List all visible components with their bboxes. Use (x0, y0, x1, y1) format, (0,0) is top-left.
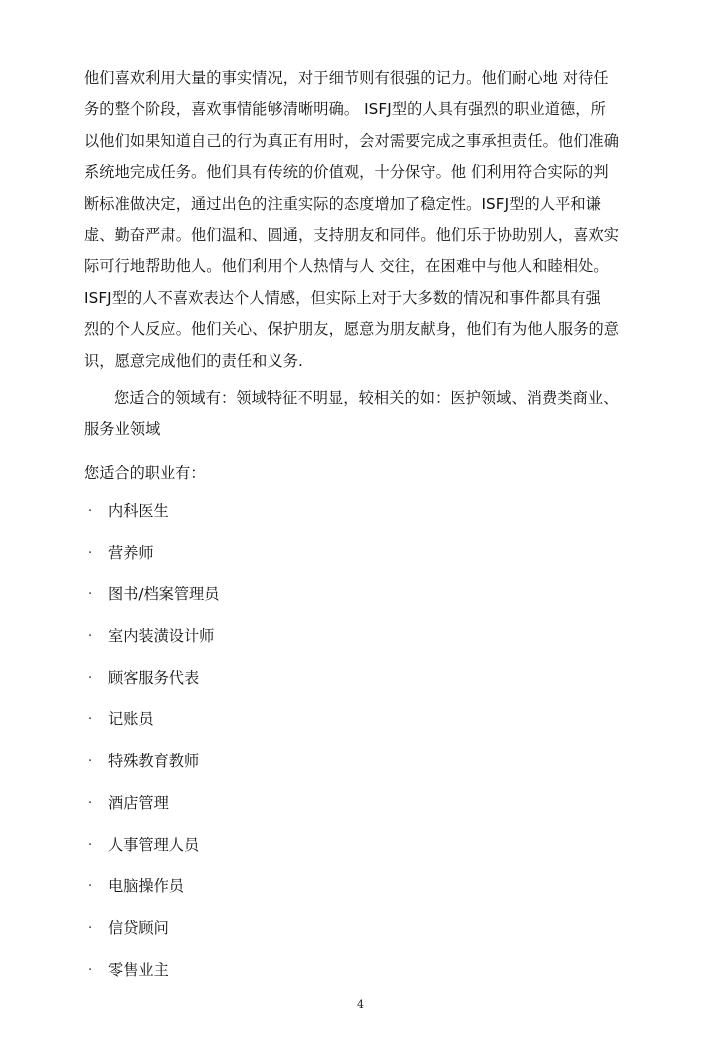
career-label: 顾客服务代表 (108, 668, 200, 687)
career-label: 特殊教育教师 (108, 752, 200, 771)
bullet-icon: · (88, 504, 93, 519)
paragraph-line: 识，愿意完成他们的责任和义务. (84, 351, 303, 370)
career-label: 信贷顾问 (108, 918, 169, 937)
career-label: 人事管理人员 (108, 835, 200, 854)
bullet-icon: · (88, 837, 93, 853)
list-item (88, 538, 219, 580)
paragraph-line: 他们喜欢利用大量的事实情况，对于细节则有很强的记力。他们耐心地 对待任 (84, 69, 609, 87)
paragraph-line: 务的整个阶段，喜欢事情能够清晰明确。 ISFJ型的人具有强烈的职业道德，所 (84, 100, 606, 119)
paragraph-line: 虚、勤奋严肃。他们温和、圆通，支持朋友和同伴。他们乐于协助别人，喜欢实 (84, 225, 620, 244)
bullet-icon: · (88, 629, 93, 645)
bullet-icon: · (88, 754, 93, 770)
career-label: 营养师 (108, 543, 154, 562)
list-item (88, 663, 219, 705)
career-label: 记账员 (108, 710, 154, 729)
career-label: 酒店管理 (108, 793, 169, 812)
list-item (88, 955, 219, 997)
page-number: 4 (357, 998, 364, 1011)
list-item (88, 788, 219, 830)
paragraph-line: 系统地完成任务。他们具有传统的价值观，十分保守。他 们利用符合实际的判 (84, 163, 609, 182)
list-item (88, 746, 219, 788)
bullet-icon: · (88, 795, 93, 811)
paragraph-line: 您适合的领域有：领域特征不明显，较相关的如：医护领域、消费类商业、 (114, 389, 619, 407)
list-item (88, 704, 219, 746)
paragraph-line: 断标准做决定，通过出色的注重实际的态度增加了稳定性。ISFJ型的人平和谦 (84, 194, 601, 213)
list-item (88, 913, 219, 955)
personality-description-paragraph (84, 63, 644, 377)
career-label: 零售业主 (108, 960, 169, 979)
suitable-fields-paragraph (84, 383, 644, 446)
bullet-icon: · (88, 712, 93, 728)
list-item (88, 871, 219, 913)
career-label: 图书/档案管理员 (108, 585, 220, 604)
bullet-icon: · (88, 962, 93, 978)
list-item (88, 496, 219, 538)
paragraph-line: 服务业领域 (84, 420, 161, 439)
career-list (88, 496, 219, 996)
list-item (88, 621, 219, 663)
career-label: 内科医生 (108, 502, 169, 520)
paragraph-line: ISFJ型的人不喜欢表达个人情感，但实际上对于大多数的情况和事件都具有强 (84, 288, 601, 307)
bullet-icon: · (88, 670, 93, 686)
careers-intro: 您适合的职业有： (84, 464, 206, 482)
paragraph-line: 以他们如果知道自己的行为真正有用时，会对需要完成之事承担责任。他们准确 (84, 131, 620, 150)
paragraph-line: 烈的个人反应。他们关心、保护朋友，愿意为朋友献身，他们有为他人服务的意 (84, 320, 620, 339)
bullet-icon: · (88, 879, 93, 895)
list-item (88, 830, 219, 872)
bullet-icon: · (88, 545, 93, 561)
bullet-icon: · (88, 587, 93, 603)
career-label: 电脑操作员 (108, 877, 184, 896)
career-label: 室内装潢设计师 (108, 627, 215, 646)
list-item (88, 579, 219, 621)
bullet-icon: · (88, 920, 93, 936)
paragraph-line: 际可行地帮助他人。他们利用个人热情与人 交往，在困难中与他人和睦相处。 (84, 257, 609, 276)
